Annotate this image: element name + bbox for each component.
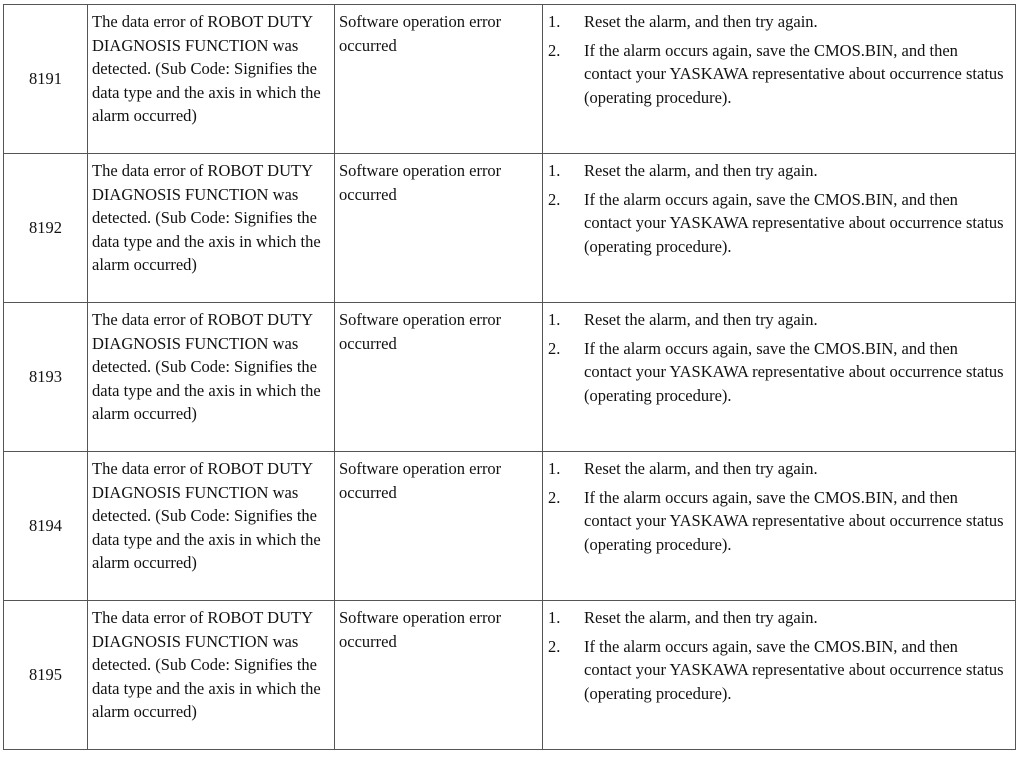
remedy-step — [547, 486, 1011, 557]
alarm-meaning: Software operation error occurred — [335, 303, 543, 452]
remedy-step — [547, 606, 1011, 630]
remedy-step-number: 2. — [548, 189, 561, 209]
remedy-step-text: Reset the alarm, and then try again. — [584, 161, 818, 180]
alarm-cause: The data error of ROBOT DUTY DIAGNOSIS FUNCTION was detected. (Sub Code: Signifies the data type and the axis in which the alarm occurred) — [88, 5, 335, 154]
remedy-step — [547, 188, 1011, 259]
table-row — [4, 5, 1016, 154]
remedy-step-number: 1. — [548, 608, 561, 627]
alarm-remedy — [543, 154, 1016, 303]
alarm-code: 8194 — [4, 452, 88, 601]
alarm-remedy — [543, 452, 1016, 601]
alarm-cause: The data error of ROBOT DUTY DIAGNOSIS FUNCTION was detected. (Sub Code: Signifies the data type and the axis in which the alarm occurred) — [88, 601, 335, 750]
alarm-code: 8195 — [4, 601, 88, 750]
remedy-step-number: 1. — [548, 459, 561, 478]
alarm-code: 8191 — [4, 5, 88, 154]
table-row — [4, 601, 1016, 750]
remedy-step-text: Reset the alarm, and then try again. — [584, 12, 818, 31]
alarm-remedy — [543, 5, 1016, 154]
remedy-step — [547, 337, 1011, 408]
remedy-step-text: If the alarm occurs again, save the CMOS.BIN, and then contact your YASKAWA representative about occurrence status (operating procedure). — [584, 189, 1004, 256]
alarm-remedy — [543, 303, 1016, 452]
remedy-step-text: If the alarm occurs again, save the CMOS.BIN, and then contact your YASKAWA representative about occurrence status (operating procedure). — [584, 487, 1004, 554]
alarm-code: 8193 — [4, 303, 88, 452]
remedy-step — [547, 308, 1011, 332]
alarm-meaning: Software operation error occurred — [335, 5, 543, 154]
remedy-step-number: 1. — [548, 12, 561, 31]
remedy-step-text: Reset the alarm, and then try again. — [584, 310, 818, 329]
alarm-meaning: Software operation error occurred — [335, 452, 543, 601]
alarm-remedy — [543, 601, 1016, 750]
table-row — [4, 303, 1016, 452]
remedy-step — [547, 10, 1011, 34]
remedy-step-number: 2. — [548, 40, 561, 60]
remedy-step-number: 2. — [548, 487, 561, 507]
remedy-step-text: Reset the alarm, and then try again. — [584, 608, 818, 627]
alarm-meaning: Software operation error occurred — [335, 601, 543, 750]
alarm-cause: The data error of ROBOT DUTY DIAGNOSIS FUNCTION was detected. (Sub Code: Signifies the data type and the axis in which the alarm occurred) — [88, 154, 335, 303]
remedy-step — [547, 39, 1011, 110]
table-row — [4, 154, 1016, 303]
alarm-meaning: Software operation error occurred — [335, 154, 543, 303]
remedy-step-number: 2. — [548, 636, 561, 656]
alarm-table — [3, 4, 1016, 750]
remedy-step-text: If the alarm occurs again, save the CMOS.BIN, and then contact your YASKAWA representative about occurrence status (operating procedure). — [584, 636, 1004, 703]
remedy-step — [547, 635, 1011, 706]
alarm-cause: The data error of ROBOT DUTY DIAGNOSIS FUNCTION was detected. (Sub Code: Signifies the data type and the axis in which the alarm occurred) — [88, 452, 335, 601]
remedy-step-number: 2. — [548, 338, 561, 358]
remedy-step-number: 1. — [548, 161, 561, 180]
remedy-step-text: Reset the alarm, and then try again. — [584, 459, 818, 478]
table-row — [4, 452, 1016, 601]
alarm-code: 8192 — [4, 154, 88, 303]
alarm-cause: The data error of ROBOT DUTY DIAGNOSIS FUNCTION was detected. (Sub Code: Signifies the data type and the axis in which the alarm occurred) — [88, 303, 335, 452]
remedy-step-number: 1. — [548, 310, 561, 329]
remedy-step — [547, 457, 1011, 481]
remedy-step-text: If the alarm occurs again, save the CMOS.BIN, and then contact your YASKAWA representative about occurrence status (operating procedure). — [584, 338, 1004, 405]
remedy-step — [547, 159, 1011, 183]
remedy-step-text: If the alarm occurs again, save the CMOS.BIN, and then contact your YASKAWA representative about occurrence status (operating procedure). — [584, 40, 1004, 107]
